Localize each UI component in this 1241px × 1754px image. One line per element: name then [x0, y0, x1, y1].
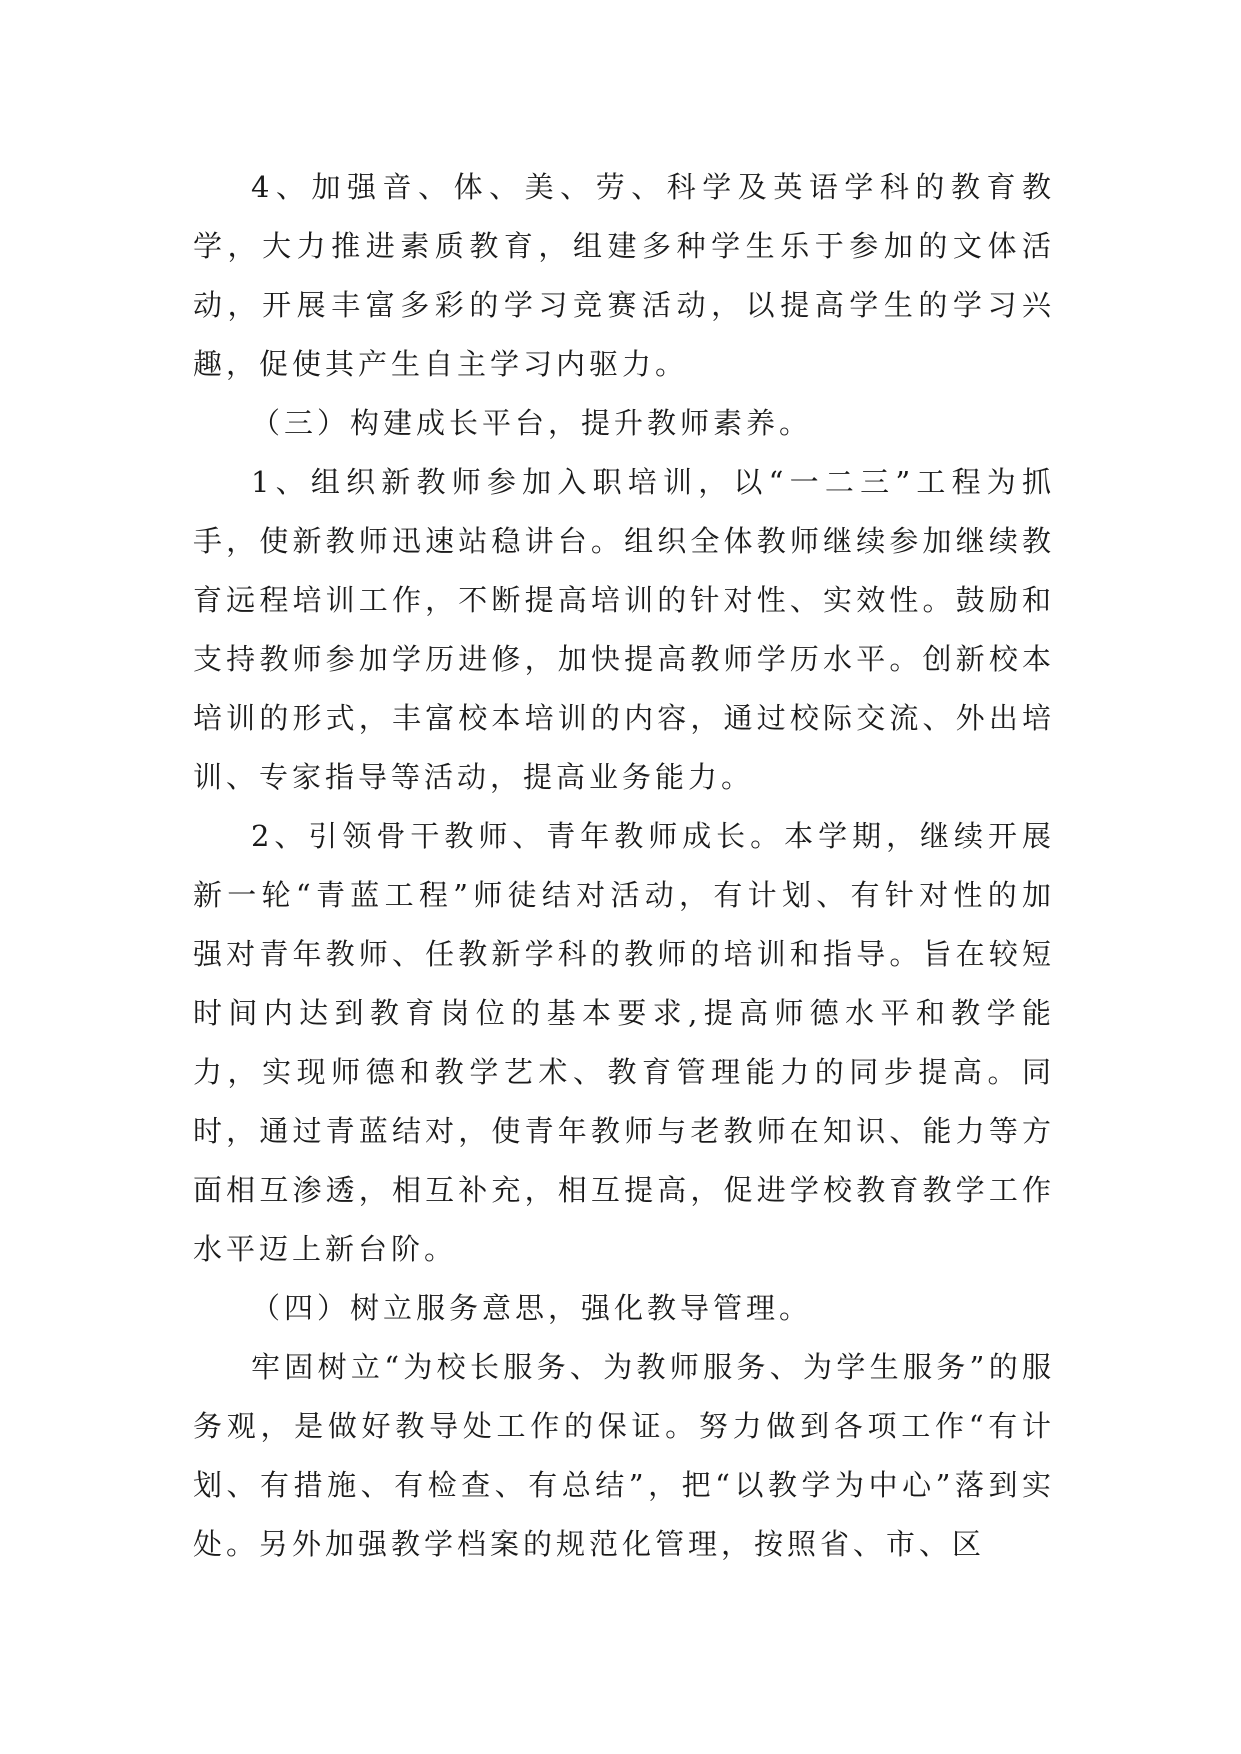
document-body [193, 158, 1055, 1574]
paragraph-item-4: 4、加强音、体、美、劳、科学及英语学科的教育教学，大力推进素质教育，组建多种学生乐于参加的文体活动，开展丰富多彩的学习竞赛活动，以提高学生的学习兴趣，促使其产生自主学习内驱力。 [193, 170, 1055, 381]
paragraph-item-1: 1、组织新教师参加入职培训，以“一二三”工程为抓手，使新教师迅速站稳讲台。组织全体教师继续参加继续教育远程培训工作，不断提高培训的针对性、实效性。鼓励和支持教师参加学历进修，加快提高教师学历水平。创新校本培训的形式，丰富校本培训的内容，通过校际交流、外出培训、专家指导等活动，提高业务能力。 [193, 465, 1055, 794]
paragraph-item-2: 2、引领骨干教师、青年教师成长。本学期，继续开展新一轮“青蓝工程”师徒结对活动，有计划、有针对性的加强对青年教师、任教新学科的教师的培训和指导。旨在较短时间内达到教育岗位的基本要求,提高师德水平和教学能力，实现师德和教学艺术、教育管理能力的同步提高。同时，通过青蓝结对，使青年教师与老教师在知识、能力等方面相互渗透，相互补充，相互提高，促进学校教育教学工作水平迈上新台阶。 [193, 819, 1055, 1266]
section-heading-3: （三）构建成长平台，提升教师素养。 [251, 406, 813, 440]
paragraph-service: 牢固树立“为校长服务、为教师服务、为学生服务”的服务观，是做好教导处工作的保证。努力做到各项工作“有计划、有措施、有检查、有总结”，把“以教学为中心”落到实处。另外加强教学档案的规范化管理，按照省、市、区 [193, 1350, 1055, 1561]
section-heading-4: （四）树立服务意思，强化教导管理。 [251, 1291, 813, 1325]
